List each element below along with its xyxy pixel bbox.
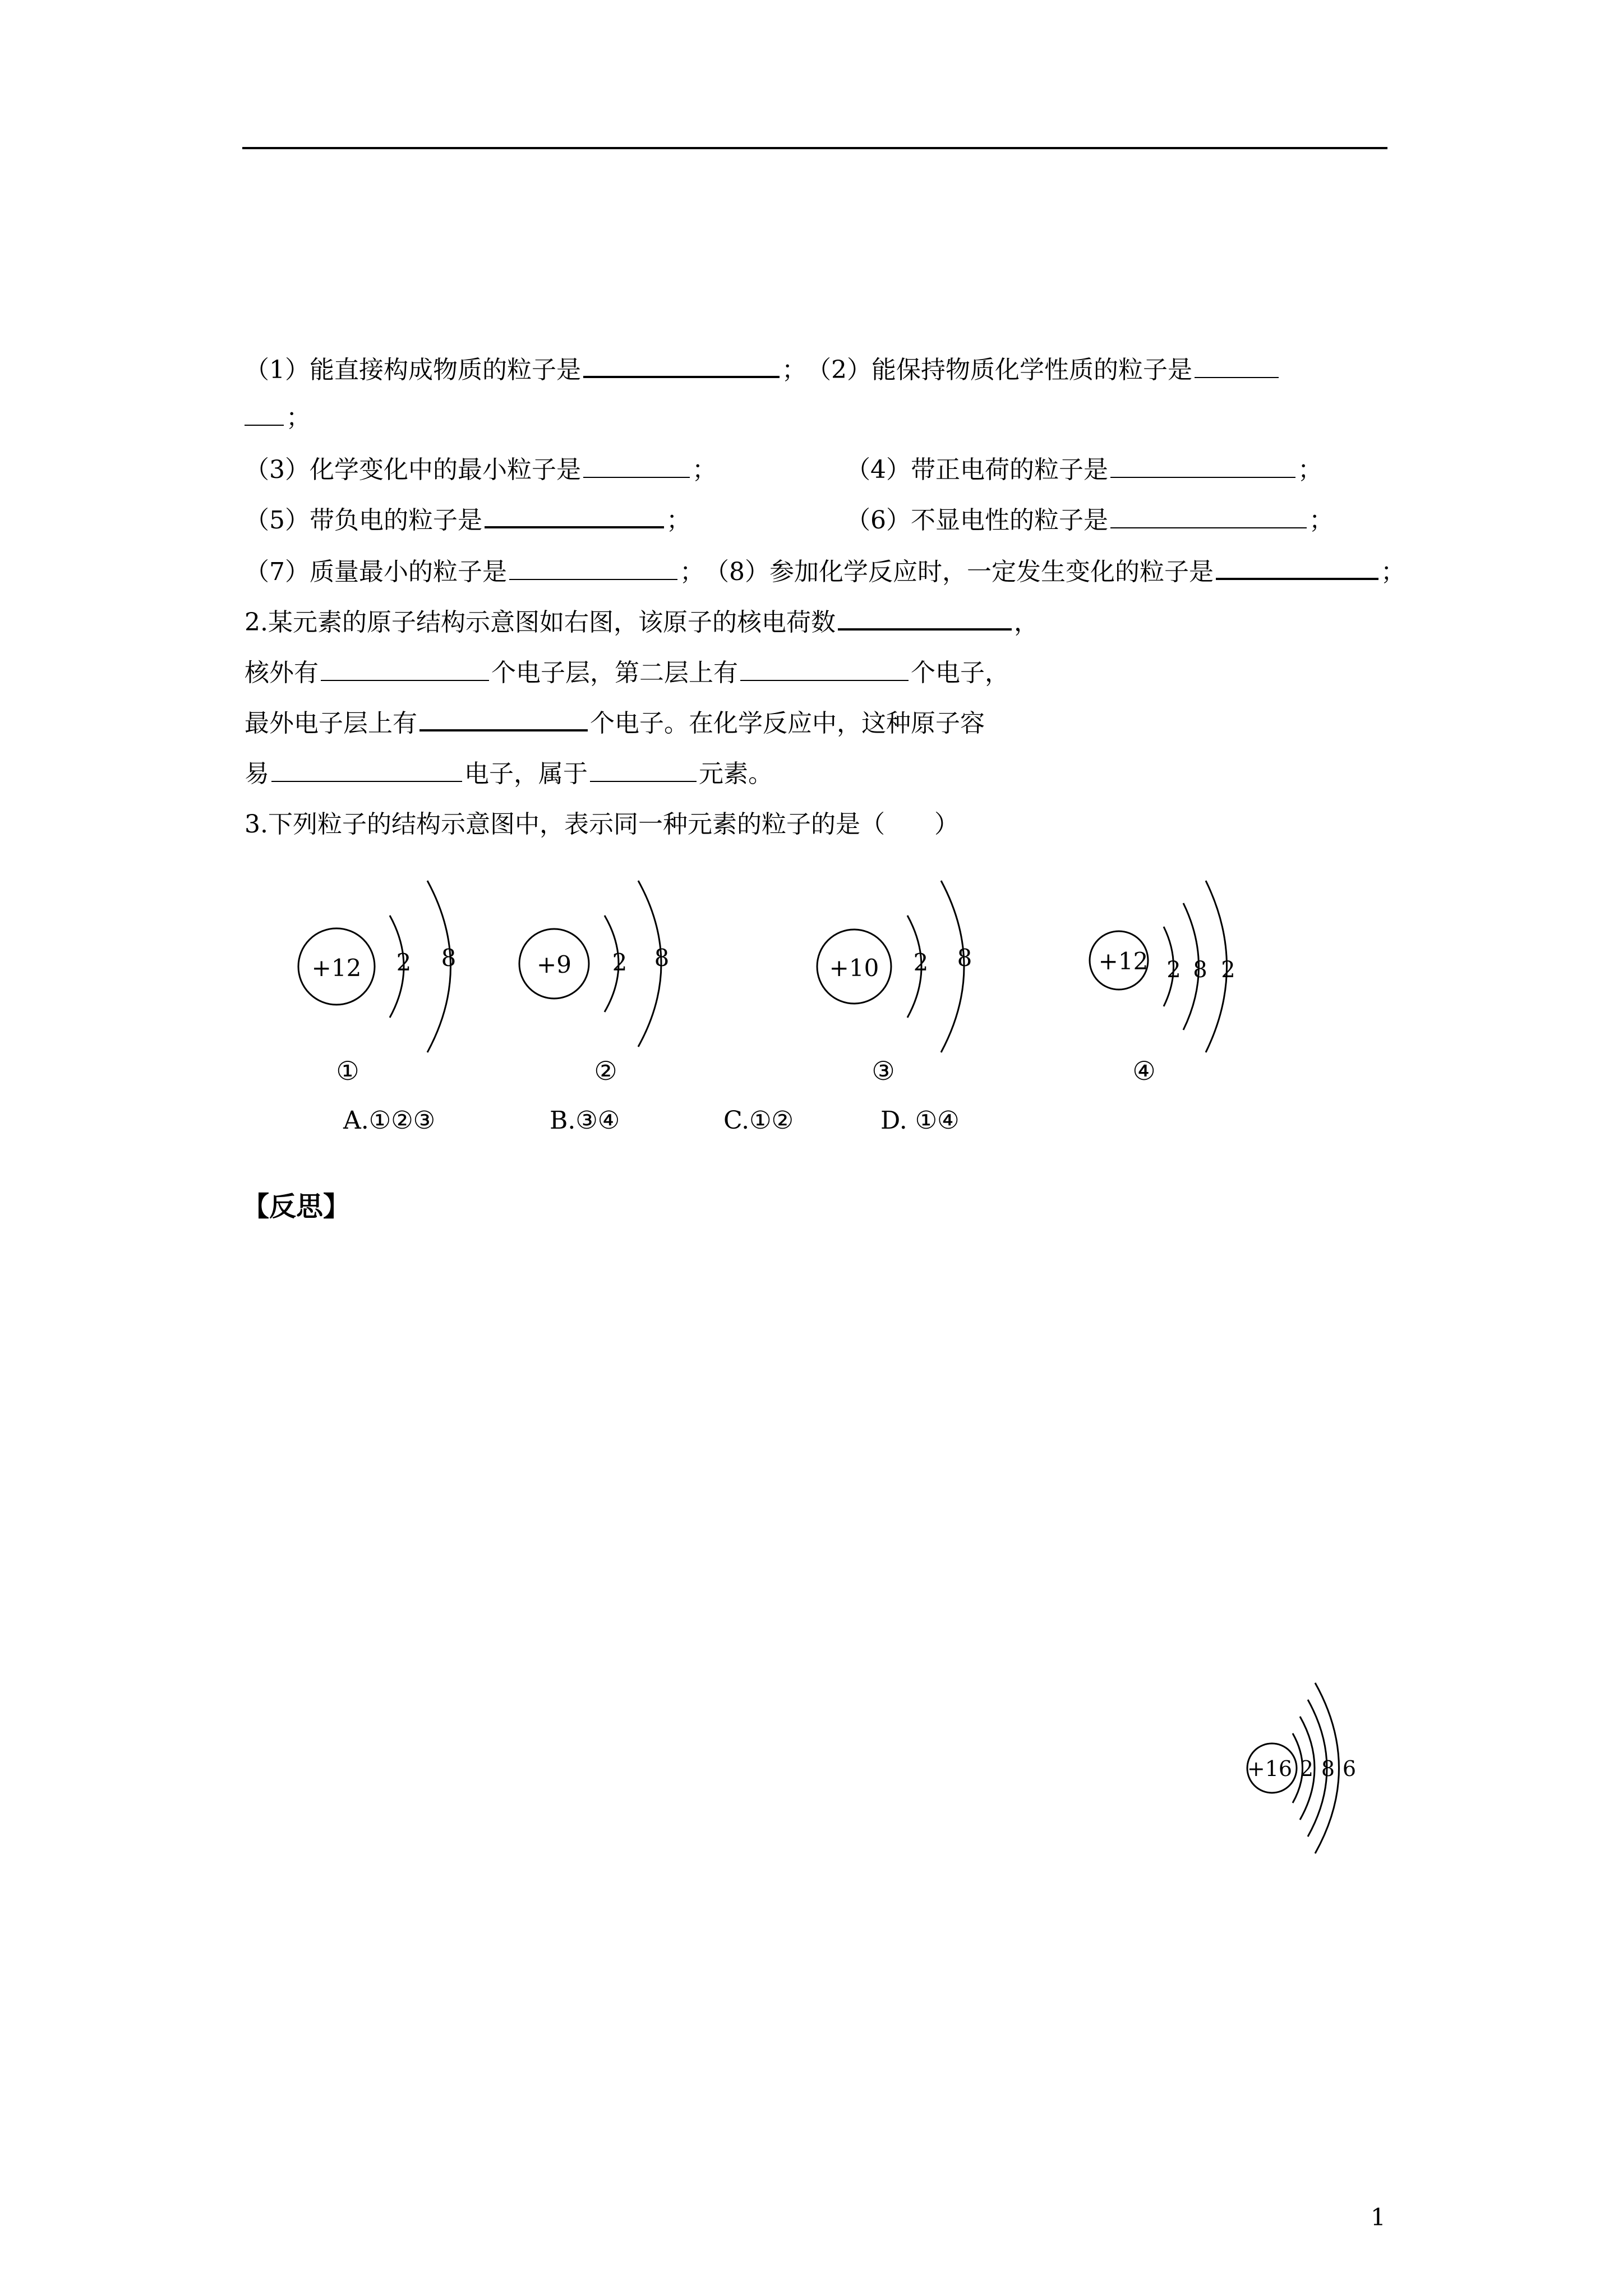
q1-part8-prefix: （8）参加化学反应时，一定发生变化的粒子是 [704,558,1214,586]
page-number: 1 [1371,2203,1386,2231]
q1-part4-prefix: （4）带正电荷的粒子是 [846,455,1108,484]
q2-line4-c: 元素。 [699,760,773,788]
diagram-label: ① [336,1056,359,1086]
q2-line2-c: 个电子， [911,659,1009,687]
shell-electron-count: 6 [1342,1756,1357,1781]
shell-electron-count: 8 [441,944,457,972]
q1-part7-suffix: ； [680,558,704,586]
shell-electron-count: 8 [1193,957,1207,983]
shell-electron-count: 2 [1166,957,1181,983]
q1-part3-suffix: ； [692,455,717,484]
q1-part1-suffix: ； [782,356,806,384]
q1-part1-prefix: （1）能直接构成物质的粒子是 [245,356,581,384]
diagram-label: ④ [1132,1056,1156,1086]
q2-line2-a: 核外有 [245,659,319,687]
q1-part4-suffix: ； [1298,455,1322,484]
shell-electron-count: 2 [396,949,412,976]
shell-electron-count: 2 [1221,957,1235,983]
diagram-label: ② [594,1056,617,1086]
q1-part8-suffix: ； [1381,558,1405,586]
diagram-label: ③ [872,1056,895,1086]
shell-electron-count: 2 [913,949,929,976]
atom-diagram-4 [1090,881,1235,1086]
q3-stem-text: 3.下列粒子的结构示意图中，表示同一种元素的粒子的是（ ） [245,810,959,839]
shell-electron-count: 2 [1299,1756,1314,1781]
q2-line2-b: 个电子层，第二层上有 [491,659,738,687]
nucleus-charge: +9 [537,951,571,978]
q1-part6-prefix: （6）不显电性的粒子是 [846,506,1108,535]
shell-electron-count: 8 [1321,1756,1335,1781]
atom-diagram-2 [519,881,669,1086]
option-d[interactable]: D. ①④ [880,1106,960,1135]
shell-electron-count: 2 [612,949,628,976]
nucleus-charge: +10 [829,954,879,982]
q1-part2-prefix: （2）能保持物质化学性质的粒子是 [806,356,1192,384]
q2-line3-b: 个电子。在化学反应中，这种原子容 [590,709,985,738]
q2-line1-prefix: 2.某元素的原子结构示意图如右图，该原子的核电荷数 [245,608,836,637]
reflection-heading: 【反思】 [242,1191,351,1222]
q1-part5-prefix: （5）带负电的粒子是 [245,506,482,535]
q1-part5-suffix: ； [666,506,691,535]
nucleus-charge: +16 [1247,1756,1293,1781]
q2-line3-a: 最外电子层上有 [245,709,417,738]
nucleus-charge: +12 [1098,947,1149,975]
q2-line4-b: 电子，属于 [464,760,588,788]
q1-part2-wrap: ； [286,403,311,432]
atom-diagram-3 [817,881,972,1086]
option-a[interactable]: A.①②③ [343,1106,436,1135]
shell-electron-count: 8 [957,944,972,972]
q1-part6-suffix: ； [1309,506,1334,535]
q1-part7-prefix: （7）质量最小的粒子是 [245,558,507,586]
q2-line4-a: 易 [245,760,269,788]
shell-electron-count: 8 [654,944,670,972]
option-c[interactable]: C.①② [723,1106,794,1135]
q1-part3-prefix: （3）化学变化中的最小粒子是 [245,455,581,484]
option-b[interactable]: B.③④ [550,1106,620,1135]
side-atom-diagram [1247,1683,1356,1853]
q2-line1-suffix: ， [1013,608,1039,637]
atom-diagram-1 [298,881,456,1086]
nucleus-charge: +12 [311,954,362,982]
